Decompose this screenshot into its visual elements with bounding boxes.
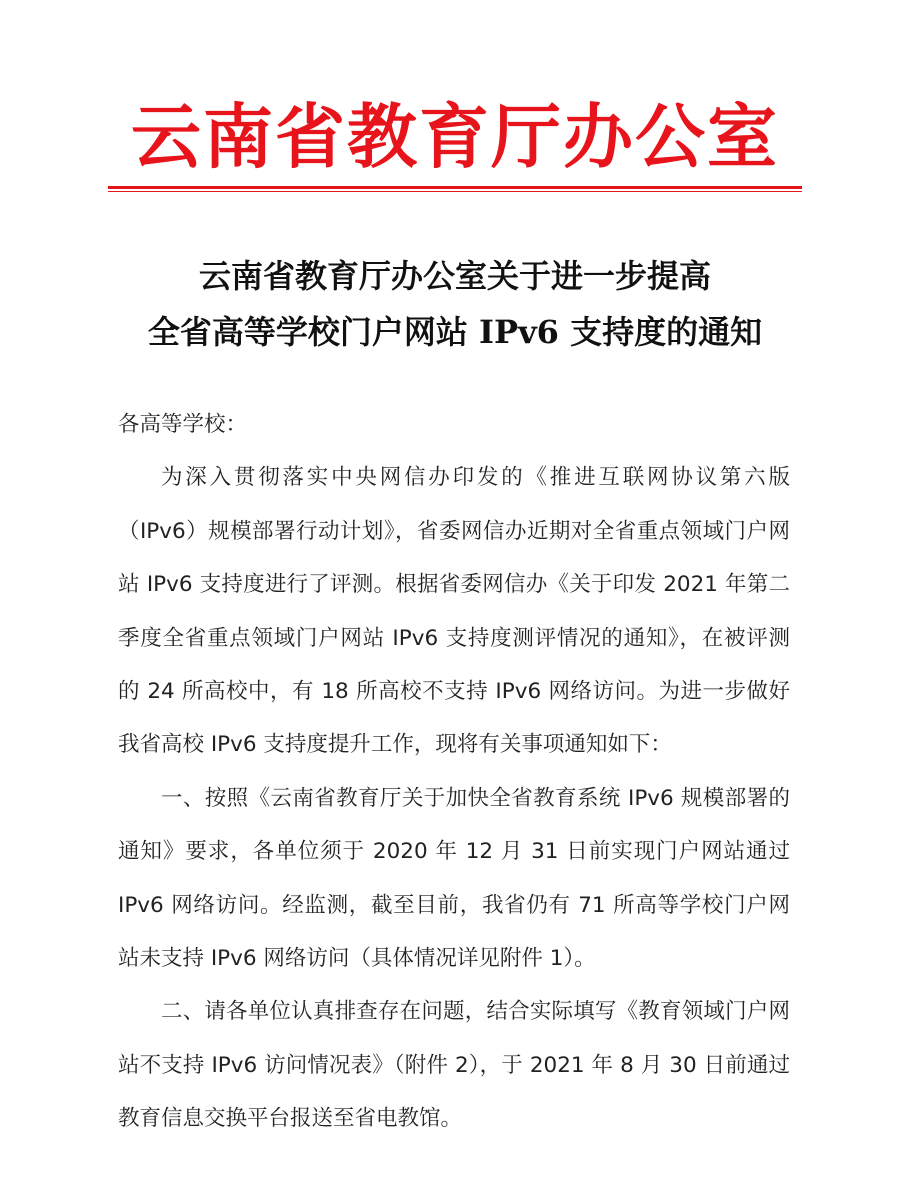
- document-title: [108, 248, 802, 360]
- body-paragraph-3: 二、请各单位认真排查存在问题，结合实际填写《教育领域门户网站不支持 IPv6 访问情况表》（附件 2），于 2021 年 8 月 30 日前通过教育信息交换平台报送至省电教馆。: [118, 999, 790, 1132]
- masthead-rule-thin: [108, 191, 802, 192]
- masthead-rule-thick: [108, 186, 802, 189]
- issuer-masthead: 云南省教育厅办公室: [131, 95, 779, 178]
- body-paragraph-1: 为深入贯彻落实中央网信办印发的《推进互联网协议第六版（IPv6）规模部署行动计划》，省委网信办近期对全省重点领域门户网站 IPv6 支持度进行了评测。根据省委网信办《关于印发 2021 年第二季度全省重点领域门户网站 IPv6 支持度测评情况的通知》，在被评测的 24 所高校中，有 18 所高校不支持 IPv6 网络访问。为进一步做好我省高校 IPv6 支持度提升工作，现将有关事项通知如下：: [118, 465, 790, 758]
- body-paragraph-2: 一、按照《云南省教育厅关于加快全省教育系统 IPv6 规模部署的通知》要求，各单位须于 2020 年 12 月 31 日前实现门户网站通过 IPv6 网络访问。经监测，截至目前，我省仍有 71 所高等学校门户网站未支持 IPv6 网络访问（具体情况详见附件 1）。: [118, 785, 790, 972]
- document-title-line-1: 云南省教育厅办公室关于进一步提高: [198, 257, 711, 295]
- document-body: [118, 398, 790, 1146]
- salutation: 各高等学校：: [118, 412, 248, 437]
- document-title-line-2: 全省高等学校门户网站 IPv6 支持度的通知: [147, 313, 763, 351]
